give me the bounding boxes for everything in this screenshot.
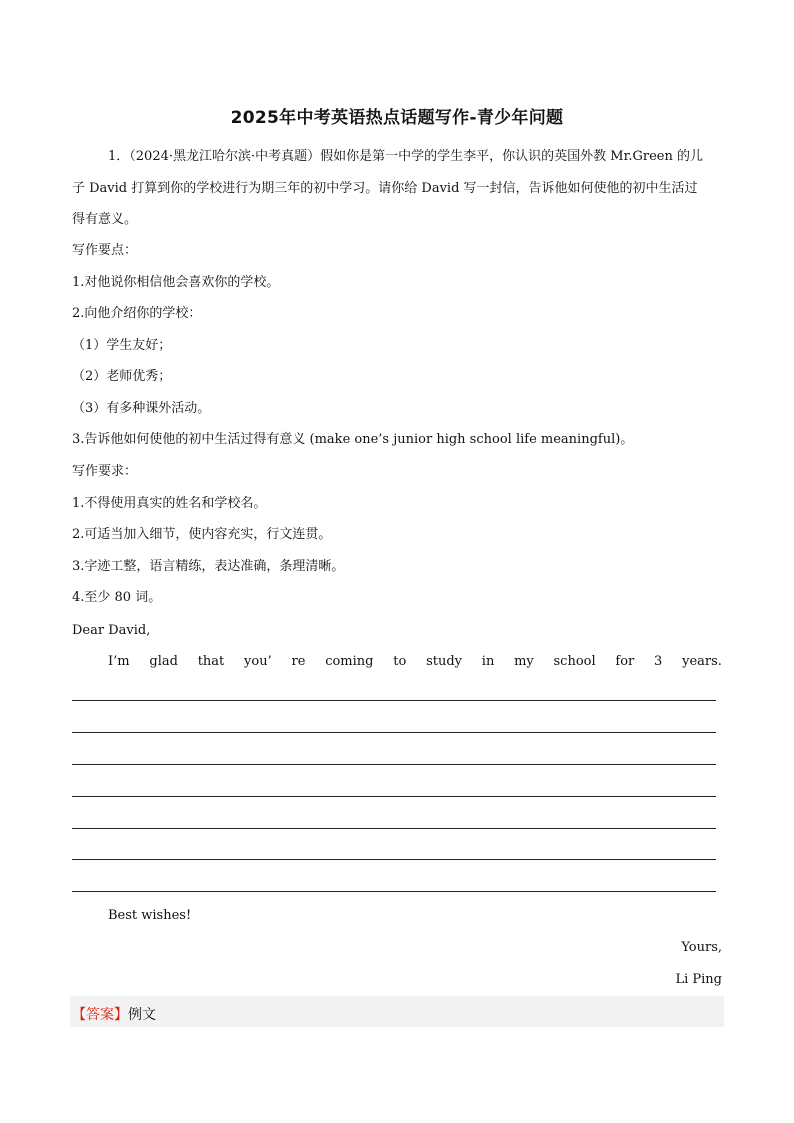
writing-requirements — [72, 456, 722, 614]
opening-word: for — [615, 654, 635, 669]
writing-line — [72, 700, 716, 701]
writing-points — [72, 235, 722, 456]
opening-word: re — [291, 654, 306, 669]
answer-tag: 【答案】 — [72, 1007, 128, 1023]
point-item: （1）学生友好； — [72, 337, 172, 353]
point-item: （2）老师优秀； — [72, 369, 172, 384]
point-item: 2.向他介绍你的学校： — [72, 306, 202, 321]
writing-line — [72, 828, 716, 829]
opening-word: you’ — [244, 654, 272, 669]
opening-word: my — [514, 654, 534, 669]
question-line-2: 子 David 打算到你的学校进行为期三年的初中学习。请你给 David 写一封信，告诉他如何使他的初中生活过 — [72, 180, 698, 196]
letter-signoff: Yours, — [681, 940, 722, 955]
question-line-1: 1．（2024·黑龙江哈尔滨·中考真题）假如你是第一中学的学生李平，你认识的英国外教 Mr.Green 的儿 — [108, 149, 703, 164]
page-title: 2025年中考英语热点话题写作-青少年问题 — [230, 108, 564, 128]
opening-word: study — [426, 654, 463, 669]
requirements-heading: 写作要求： — [72, 464, 138, 479]
opening-word: in — [481, 654, 495, 669]
opening-word: years. — [682, 654, 722, 669]
requirement-item: 2.可适当加入细节，使内容充实，行文连贯。 — [72, 527, 332, 542]
opening-word: to — [393, 654, 407, 669]
answer-heading — [72, 1004, 156, 1024]
requirement-item: 4.至少 80 词。 — [72, 590, 162, 605]
opening-word: school — [553, 654, 596, 669]
point-item: 1.对他说你相信他会喜欢你的学校。 — [72, 274, 280, 290]
answer-label: 例文 — [128, 1007, 156, 1023]
requirement-item: 1.不得使用真实的姓名和学校名。 — [72, 495, 267, 511]
letter-opening-sentence — [108, 654, 722, 669]
requirement-item: 3.字迹工整，语言精练，表达准确，条理清晰。 — [72, 558, 345, 574]
point-item: 3.告诉他如何使他的初中生活过得有意义 (make one’s junior high school life meaningful)。 — [72, 432, 634, 447]
writing-line — [72, 732, 716, 733]
opening-word: 3 — [654, 654, 663, 669]
writing-line — [72, 764, 716, 765]
writing-line — [72, 796, 716, 797]
opening-word: I’m — [108, 654, 130, 669]
opening-word: that — [197, 654, 225, 669]
writing-line — [72, 891, 716, 892]
letter-signature: Li Ping — [675, 972, 722, 987]
answer-section-background — [70, 996, 724, 1027]
writing-line — [72, 859, 716, 860]
question-text — [72, 141, 722, 236]
question-line-3: 得有意义。 — [72, 212, 138, 227]
opening-word: coming — [325, 654, 374, 669]
letter-salutation: Dear David, — [72, 623, 151, 638]
points-heading: 写作要点： — [72, 243, 138, 258]
point-item: （3）有多种课外活动。 — [72, 400, 211, 416]
opening-word: glad — [149, 654, 178, 669]
letter-closing: Best wishes! — [108, 908, 192, 923]
